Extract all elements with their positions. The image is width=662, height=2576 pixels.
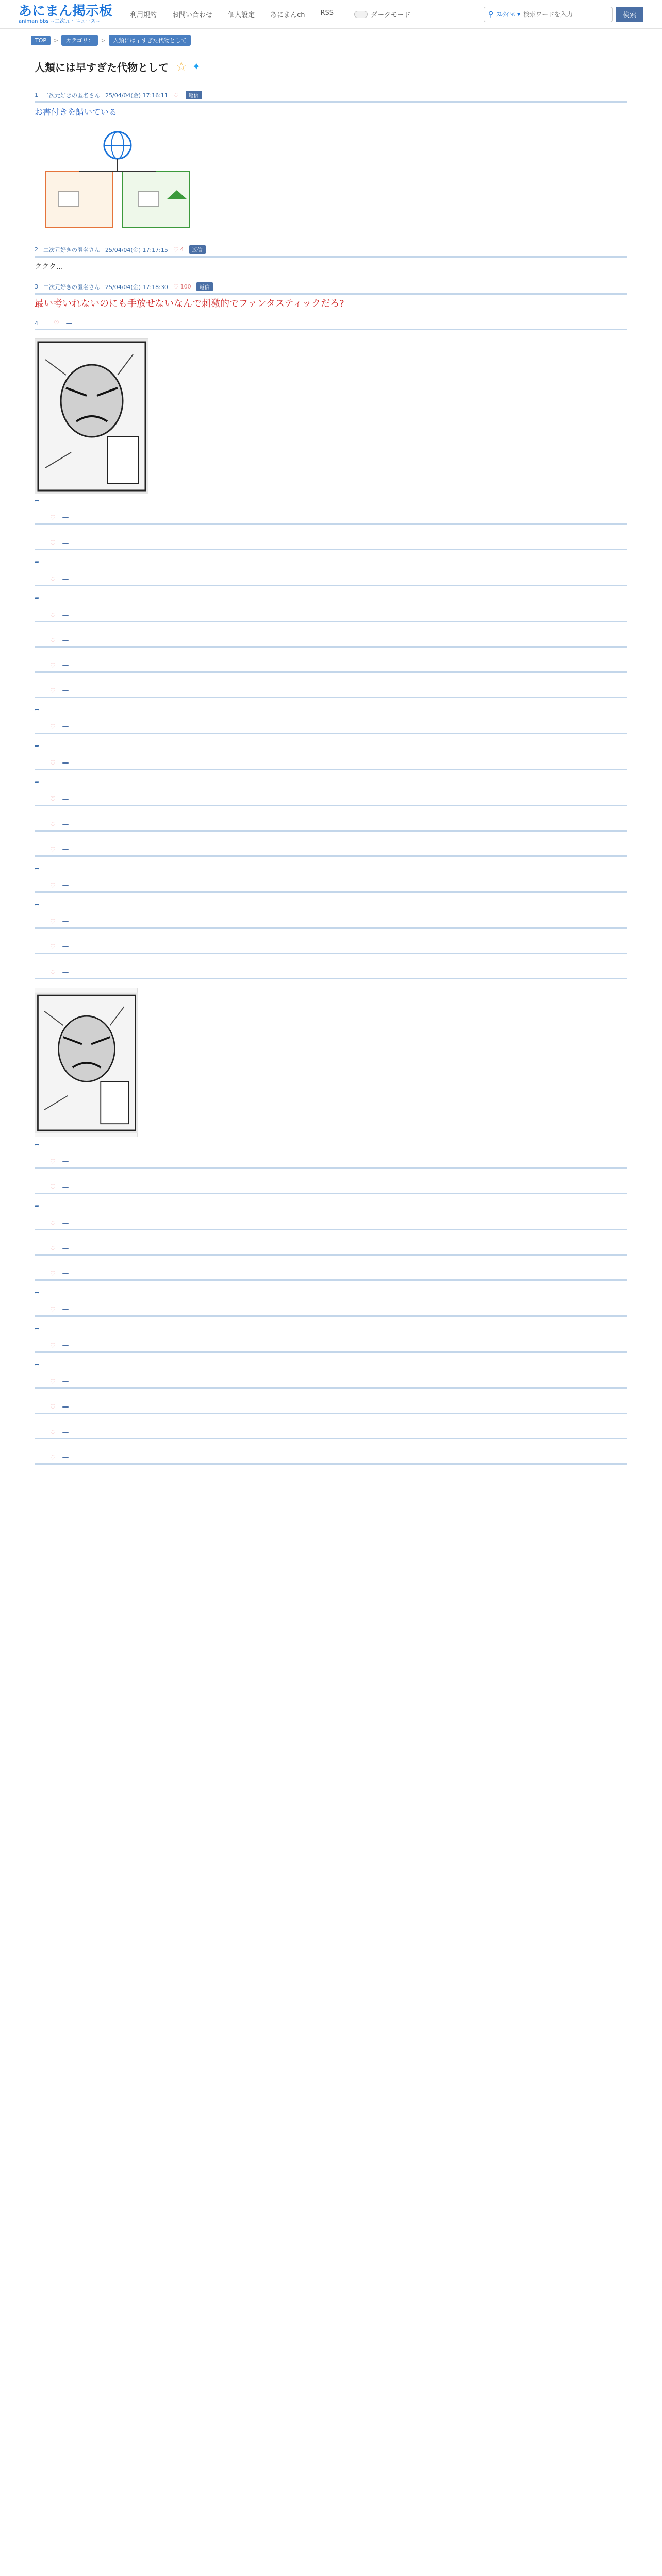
logo-subtitle: animan bbs ~二次元・ニュース~	[19, 18, 100, 24]
reply-button[interactable]	[62, 640, 69, 641]
post-body	[35, 648, 627, 652]
logo-title[interactable]: あにまん掲示板	[19, 3, 113, 19]
reply-button[interactable]	[62, 579, 69, 580]
post-header	[35, 1306, 627, 1317]
post-body	[35, 103, 627, 117]
post-body	[35, 806, 627, 810]
heart-icon[interactable]: ♡	[50, 1245, 56, 1252]
thread-post	[35, 633, 627, 658]
thread-post	[35, 1338, 627, 1374]
heart-icon[interactable]: ♡	[50, 943, 56, 951]
breadcrumb-separator: >	[101, 37, 106, 44]
post-header	[35, 539, 627, 550]
reply-button[interactable]	[66, 323, 72, 324]
post-header	[35, 687, 627, 698]
post-text-line: 最い考いれないのにも手放せないなんで刺激的でファンタスティックだろ?	[35, 298, 344, 309]
heart-icon[interactable]: ♡	[50, 846, 56, 853]
heart-icon[interactable]: ♡	[50, 1158, 56, 1165]
post-body	[35, 525, 627, 529]
thread-post	[35, 571, 627, 607]
post-text-line: お書付きを請いている	[35, 107, 118, 117]
post-header	[35, 637, 627, 648]
reply-button[interactable]	[62, 615, 69, 616]
post-image[interactable]	[35, 988, 138, 1137]
thread-post	[35, 878, 627, 914]
reply-button[interactable]	[62, 1381, 69, 1382]
thread-title: 人類には早すぎた代物として	[35, 61, 169, 74]
heart-icon[interactable]: ♡	[50, 918, 56, 925]
post-header	[35, 282, 627, 295]
thread-post	[35, 87, 627, 241]
thread-post	[35, 278, 627, 315]
post-body	[35, 330, 627, 334]
dark-mode-toggle[interactable]	[354, 9, 410, 19]
thread-post	[35, 1179, 627, 1215]
reply-links	[35, 595, 627, 601]
heart-icon[interactable]: ♡	[50, 514, 56, 521]
site-header	[0, 0, 662, 29]
heart-icon[interactable]: ♡	[50, 1306, 56, 1313]
reply-links	[35, 1325, 627, 1332]
reply-arrow-icon: ➦	[35, 742, 40, 749]
reply-arrow-icon: ➦	[35, 558, 40, 565]
post-body	[35, 1317, 627, 1321]
nav-settings-link[interactable]: 個人設定	[228, 11, 255, 19]
post-header	[35, 575, 627, 586]
post-author: 二次元好きの匿名さん	[43, 246, 100, 253]
reply-button[interactable]	[62, 885, 69, 886]
post-header	[35, 1270, 627, 1281]
post-body	[35, 1353, 627, 1357]
reply-button[interactable]	[62, 921, 69, 922]
post-body	[35, 295, 627, 309]
post-body	[35, 857, 627, 861]
post-body	[35, 1256, 627, 1260]
heart-icon[interactable]: ♡	[50, 969, 56, 976]
nav-terms-link[interactable]: 利用規約	[130, 11, 157, 19]
reply-button[interactable]	[62, 946, 69, 947]
post-body	[35, 1465, 627, 1469]
post-number[interactable]: 2	[35, 246, 38, 253]
post-header	[35, 319, 627, 330]
post-header	[35, 1219, 627, 1230]
post-number[interactable]: 3	[35, 283, 38, 290]
thread-post	[35, 510, 627, 535]
post-number[interactable]: 4	[35, 319, 38, 327]
thread-post	[35, 1266, 627, 1302]
heart-icon[interactable]: ♡	[50, 687, 56, 694]
heart-icon[interactable]: ♡	[50, 1378, 56, 1385]
like-count: 100	[180, 283, 191, 290]
thread-post	[35, 964, 627, 1154]
post-body	[35, 1281, 627, 1285]
post-date: 25/04/04(金) 17:17:15	[105, 246, 168, 253]
thread-main	[24, 46, 638, 2576]
post-header	[35, 662, 627, 673]
heart-icon[interactable]: ♡	[50, 1270, 56, 1277]
nav-animanch-link[interactable]: あにまんch	[270, 11, 305, 19]
post-header	[35, 1342, 627, 1353]
heart-icon[interactable]: ♡	[50, 539, 56, 547]
thread-post	[35, 1215, 627, 1241]
post-body	[35, 1194, 627, 1198]
thread-post	[35, 1241, 627, 1266]
thread-post	[35, 535, 627, 571]
reply-button[interactable]	[62, 849, 69, 850]
search-input[interactable]	[523, 11, 608, 18]
post-list	[35, 87, 627, 1475]
post-body	[35, 770, 627, 774]
thread-post	[35, 1302, 627, 1338]
post-header	[35, 723, 627, 734]
dark-mode-label: ダークモード	[371, 11, 411, 19]
reply-button[interactable]	[62, 543, 69, 544]
heart-icon[interactable]: ♡	[50, 1219, 56, 1227]
nav-contact-link[interactable]: お問い合わせ	[172, 11, 213, 19]
reply-button[interactable]	[62, 1187, 69, 1188]
post-header	[35, 1378, 627, 1389]
post-body	[35, 1414, 627, 1418]
search-button[interactable]: 検索	[616, 7, 643, 22]
reply-links	[35, 1141, 627, 1148]
thread-post	[35, 914, 627, 939]
post-header	[35, 514, 627, 525]
post-number[interactable]: 1	[35, 92, 38, 98]
reply-links	[35, 558, 627, 565]
breadcrumb-separator: >	[54, 37, 59, 44]
post-text-line: ククク...	[35, 263, 63, 271]
reply-button[interactable]	[62, 1432, 69, 1433]
reply-button[interactable]: 返信	[196, 282, 213, 291]
heart-icon[interactable]: ♡	[173, 91, 179, 99]
heart-icon[interactable]: ♡	[50, 1454, 56, 1461]
thread-post	[35, 607, 627, 633]
toggle-switch-icon[interactable]	[354, 11, 368, 18]
header-nav	[130, 9, 349, 19]
post-body	[35, 698, 627, 702]
post-body	[35, 832, 627, 836]
post-body	[35, 734, 627, 738]
twitter-bird-icon[interactable]: ✦	[192, 60, 201, 73]
reply-arrow-icon: ➦	[35, 1141, 40, 1148]
search-icon: ⚲	[488, 10, 494, 19]
reply-button[interactable]	[62, 1309, 69, 1310]
reply-button[interactable]	[62, 1161, 69, 1162]
post-body	[35, 1169, 627, 1173]
thread-post	[35, 683, 627, 719]
post-body	[35, 550, 627, 554]
reply-links	[35, 778, 627, 785]
post-body	[35, 929, 627, 933]
thread-post	[35, 241, 627, 278]
post-body	[35, 893, 627, 897]
post-header	[35, 1158, 627, 1169]
heart-icon[interactable]: ♡	[50, 759, 56, 767]
post-header	[35, 1429, 627, 1439]
thread-post	[35, 1450, 627, 1475]
thread-post	[35, 1374, 627, 1399]
post-header	[35, 759, 627, 770]
heart-icon[interactable]: ♡	[50, 821, 56, 828]
post-header	[35, 612, 627, 622]
heart-icon[interactable]: ♡	[50, 1342, 56, 1349]
reply-links	[35, 901, 627, 908]
reply-button[interactable]	[62, 726, 69, 727]
thread-post	[35, 817, 627, 842]
reply-arrow-icon: ➦	[35, 1325, 40, 1332]
reply-button[interactable]	[62, 799, 69, 800]
reply-arrow-icon: ➦	[35, 595, 40, 601]
thread-post	[35, 658, 627, 683]
reply-arrow-icon: ➦	[35, 901, 40, 908]
post-header	[35, 91, 627, 103]
reply-button[interactable]	[62, 1345, 69, 1346]
reply-button[interactable]	[62, 1273, 69, 1274]
heart-icon[interactable]: ♡	[50, 612, 56, 619]
thread-post	[35, 842, 627, 878]
post-header	[35, 969, 627, 979]
heart-icon[interactable]: ♡	[54, 319, 59, 327]
post-body	[35, 673, 627, 677]
nav-rss-link[interactable]: RSS	[320, 9, 334, 17]
post-body	[35, 258, 627, 272]
post-body	[35, 622, 627, 626]
reply-button[interactable]	[62, 824, 69, 825]
post-author: 二次元好きの匿名さん	[43, 283, 100, 291]
post-header	[35, 1403, 627, 1414]
like-count: 4	[180, 246, 184, 253]
thread-post	[35, 755, 627, 791]
reply-arrow-icon: ➦	[35, 1361, 40, 1368]
reply-button[interactable]	[62, 517, 69, 518]
post-image[interactable]	[35, 338, 148, 493]
thread-post	[35, 939, 627, 964]
post-date: 25/04/04(金) 17:18:30	[105, 283, 168, 291]
breadcrumb-category[interactable]: カテゴリ：	[61, 35, 98, 46]
post-header	[35, 882, 627, 893]
post-body	[35, 586, 627, 590]
search-area	[484, 7, 643, 22]
post-image[interactable]	[35, 122, 200, 235]
reply-arrow-icon: ➦	[35, 1202, 40, 1209]
reply-button[interactable]	[62, 690, 69, 691]
thread-post	[35, 791, 627, 817]
post-body	[35, 979, 627, 984]
thread-post	[35, 315, 627, 510]
reply-links	[35, 865, 627, 872]
reply-arrow-icon: ➦	[35, 1289, 40, 1296]
reply-arrow-icon: ➦	[35, 778, 40, 785]
thread-post	[35, 719, 627, 755]
post-header	[35, 1454, 627, 1465]
heart-icon[interactable]: ♡	[50, 882, 56, 889]
post-header	[35, 795, 627, 806]
heart-icon[interactable]: ♡	[50, 795, 56, 803]
heart-icon[interactable]: ♡	[50, 1429, 56, 1436]
heart-icon[interactable]: ♡	[50, 575, 56, 583]
post-header	[35, 821, 627, 832]
heart-icon[interactable]: ♡	[50, 637, 56, 644]
heart-icon[interactable]: ♡	[50, 1403, 56, 1411]
thread-post	[35, 1425, 627, 1450]
reply-links	[35, 742, 627, 749]
post-header	[35, 943, 627, 954]
heart-icon[interactable]: ♡	[50, 662, 56, 669]
post-header	[35, 1245, 627, 1256]
post-header	[35, 245, 627, 258]
heart-icon[interactable]: ♡	[173, 283, 179, 291]
reply-arrow-icon: ➦	[35, 706, 40, 713]
reply-button[interactable]	[62, 1406, 69, 1408]
reply-button[interactable]	[62, 972, 69, 973]
favorite-star-icon[interactable]: ☆	[176, 59, 187, 74]
heart-icon[interactable]: ♡	[173, 246, 179, 253]
reply-button[interactable]	[62, 1457, 69, 1458]
post-body	[35, 954, 627, 958]
reply-button[interactable]: 返信	[189, 245, 206, 254]
heart-icon[interactable]: ♡	[50, 1183, 56, 1191]
post-author: 二次元好きの匿名さん	[43, 92, 100, 99]
post-header	[35, 846, 627, 857]
site-logo[interactable]	[19, 4, 112, 25]
post-body	[35, 1439, 627, 1444]
reply-arrow-icon: ➦	[35, 865, 40, 872]
reply-button[interactable]	[62, 1223, 69, 1224]
reply-links	[35, 706, 627, 713]
post-date: 25/04/04(金) 17:16:11	[105, 92, 168, 99]
thread-post	[35, 1154, 627, 1179]
thread-post	[35, 1399, 627, 1425]
reply-button[interactable]	[62, 762, 69, 764]
reply-links	[35, 1202, 627, 1209]
thread-title-row	[35, 56, 627, 77]
post-header	[35, 1183, 627, 1194]
reply-button[interactable]	[62, 1248, 69, 1249]
reply-links	[35, 497, 627, 504]
post-header	[35, 918, 627, 929]
reply-button[interactable]	[62, 665, 69, 666]
breadcrumb	[0, 29, 662, 46]
reply-button[interactable]: 返信	[186, 91, 202, 99]
reply-links	[35, 1289, 627, 1296]
breadcrumb-thread[interactable]: 人類には早すぎた代物として	[109, 35, 191, 46]
reply-arrow-icon: ➦	[35, 497, 40, 504]
post-body	[35, 1230, 627, 1234]
search-box	[484, 7, 613, 22]
search-scope-select[interactable]: ｽﾚﾀｲﾄﾙ ▾	[496, 11, 521, 18]
post-body	[35, 1389, 627, 1393]
breadcrumb-top[interactable]: TOP	[31, 36, 51, 45]
heart-icon[interactable]: ♡	[50, 723, 56, 731]
reply-links	[35, 1361, 627, 1368]
